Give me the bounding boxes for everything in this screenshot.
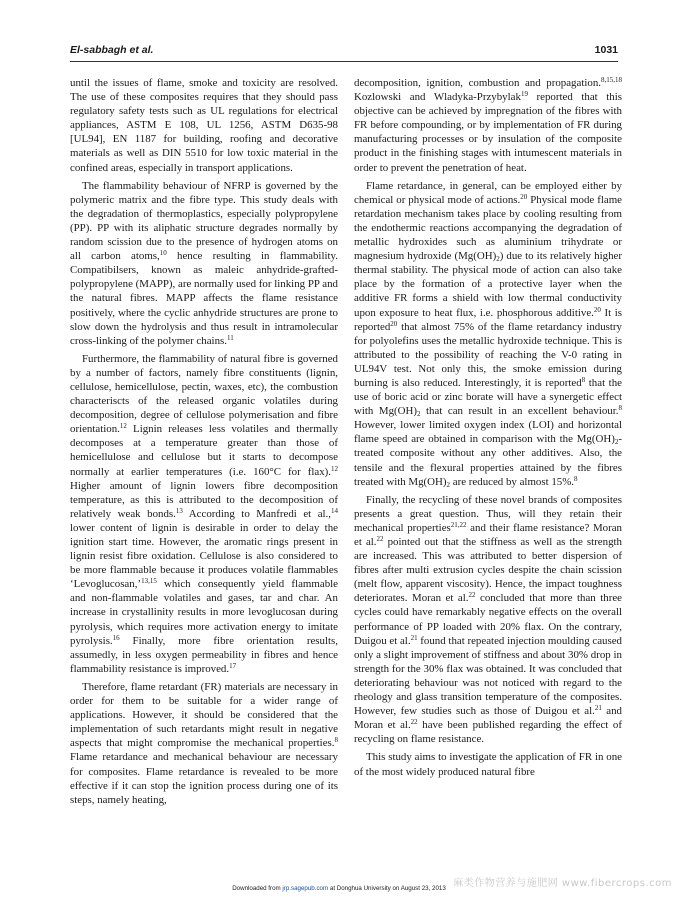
- paragraph: Flame retardance, in general, can be employed either by chemical or physical mode of actions.$^{20}$ Physical mode flame retardation mechanism takes place by cooling resulting from the endothermic reactions accompanying the degradation of metallic hydroxides such as aluminium trihydrate or magnesium hydroxide $(Mg(OH)_2)$ due to its relatively higher thermal stability. The physical mode of action can also take place by the formation of a protective layer when the additive FR forms a shield with low thermal conductivity upon exposure to heat flux, i.e. phosphorous additive.$^{20}$ It is reported$^{20}$ that almost 75% of the flame retardancy industry for polyolefins uses the metallic hydroxide technique. This is attributed to the possibility of reaching the V-0 rating in UL94V test. Not only this, the smoke emission during burning is also reduced. Interestingly, it is reported$^8$ that the use of boric acid or zinc borate will have a synergetic effect with $Mg(OH)_2$ that can result in an excellent behaviour.$^8$ However, lower limited oxygen index (LOI) and horizontal flame speed are obtained in comparison with the $Mg(OH)_2$-treated composite without any other additives. Also, the tensile and the flexural properties attained by the fibres treated with $Mg(OH)_2$ are reduced by almost 15%.$^8$: [354, 179, 623, 489]
- left-column: [70, 76, 338, 811]
- watermark: 麻类作物营养与施肥网 www.fibercrops.com: [453, 878, 672, 889]
- download-footer: Downloaded from jrp.sagepub.com at Donghua University on August 23, 2013: [232, 885, 446, 892]
- citation: 22: [376, 535, 384, 544]
- paragraph: Finally, the recycling of these novel brands of composites presents a great question. Thus, will they retain their mechanical properties$^{21,22}$ and their flame resistance? Moran et al.$^{22}$ pointed out that the stiffness as well as the strength are increased. This was attributed to better dispersion of fibres after multi extrusion cycles despite the chain scission (melt flow, apparent viscosity). Hence, the impact toughness deteriorates. Moran et al.$^{22}$ concluded that more than three cycles could have remarkably negative effects on the overall performance of PP loaded with 20% flax. On the contrary, Duigou et al.$^{21}$ found that repeated injection moulding caused only a slight improvement of stiffness and about 30% drop in strength for the 30% flax was obtained. It was concluded that deteriorating behaviour was not noticed with regard to the rheology and glass transition temperature of the composites. However, few studies such as those of Duigou et al.$^{21}$ and Moran et al.$^{22}$ have been published regarding the effect of recycling on flame resistance.: [354, 493, 623, 746]
- citation: 8: [581, 376, 586, 385]
- paragraph: This study aims to investigate the application of FR in one of the most widely produced natural fibre: [354, 751, 622, 778]
- subscript: 2: [417, 409, 421, 418]
- citation: 19: [520, 90, 528, 99]
- page-number: 1031: [594, 44, 618, 56]
- citation: 16: [112, 633, 120, 642]
- citation: 8: [334, 736, 338, 745]
- citation: 20: [520, 192, 528, 201]
- paragraph: until the issues of flame, smoke and toxicity are resolved. The use of these composites requires that they should pass regulatory safety tests such as UL regulations for electrical appliances, ASTM E 108, UL 1256, ASTM D635-98 [UL94], EN 1187 for building, roofing and decorative materials as well as DIN 5510 for low toxic material in the confined areas, especially in transport applications.: [70, 77, 338, 174]
- citation: 14: [331, 506, 338, 515]
- citation: 21,22: [450, 521, 467, 530]
- citation: 22: [410, 718, 418, 727]
- paragraph: decomposition, ignition, combustion and propagation.$^{8,15,18}$ Kozlowski and Wladyka-Przybylak$^{19}$ reported that this objective can be achieved by impregnation of the fibres with FR before compounding, or by implementation of FR during manufacturing processes or by insulation of the composite product in the finishing stages with intumescent materials in order to prevent the penetration of heat.: [354, 76, 622, 174]
- citation: 10: [159, 249, 167, 258]
- citation: 21: [594, 704, 602, 713]
- journal-link[interactable]: jrp.sagepub.com: [282, 885, 329, 892]
- citation: 21: [410, 633, 418, 642]
- paragraph: Therefore, flame retardant (FR) materials are necessary in order for them to be suitable for a wider range of applications. However, it should be considered that the implementation of such retardants might result in negative aspects that might compromise the mechanical properties.$^8$ Flame retardance and mechanical behaviour are necessary for composites. Flame retardance is revealed to be more effective if it can stop the ignition process during one of its steps, namely heating,: [70, 680, 338, 806]
- citation: 22: [468, 591, 476, 600]
- running-head-authors: El-sabbagh et al.: [70, 44, 154, 56]
- citation: 8: [618, 404, 622, 413]
- subscript: 2: [614, 438, 619, 447]
- running-header: [70, 44, 618, 56]
- citation: 13: [175, 506, 183, 515]
- citation: 8,15,18: [601, 76, 622, 85]
- citation: 17: [229, 662, 237, 670]
- citation: 12: [331, 464, 338, 473]
- citation: 20: [390, 319, 398, 328]
- citation: 13,15: [141, 577, 157, 586]
- citation: 12: [119, 422, 127, 431]
- citation: 8: [574, 474, 578, 483]
- right-column: [354, 76, 622, 783]
- subscript: 2: [496, 254, 500, 263]
- subscript: 2: [446, 480, 451, 489]
- paragraph: Furthermore, the flammability of natural fibre is governed by a number of factors, namely fibre constituents (lignin, cellulose, hemicellulose, pectin, waxes, etc), the combustion characteriscts of the released organic volatiles during decomposition, degree of cellulose polymerisation and fibre orientation.$^{12}$ Lignin releases less volatiles and thermally decomposes at a temperature greater than those of hemicellulose and cellulose but it starts to decompose normally at earlier temperatures (i.e. 160°C for flax).$^{12}$ Higher amount of lignin lowers fibre decomposition temperature, as this is attributed to the decomposition of relatively weak bonds.$^{13}$ According to Manfredi et al.,$^{14}$ lower content of lignin is desirable in order to delay the ignition start time. However, the aromatic rings present in lignin resist fibre oxidation. Cellulose is also considered to be more flammable because it produces volatile flammables ‘Levoglucosan,’$^{13,15}$ which consequently yield flammable and non-flammable volatiles and gases, tar and char. An increase in crystallinity results in more levoglucosan during pyrolysis, which requires more activation energy to imitate pyrolysis.$^{16}$ Finally, more fibre orientation results, assumedly, in less oxygen permeability in fibres and hence flammability resistance is improved.$^{17}$: [70, 352, 338, 675]
- header-rule: [70, 61, 618, 62]
- citation: 11: [226, 333, 234, 342]
- paragraph: The flammability behaviour of NFRP is governed by the polymeric matrix and the fibre type. This study deals with the degradation of thermoplastics, especially polypropylene (PP). PP with its aliphatic structure degrades normally by random scission due to the presence of hydrogen atoms on all carbon atoms,$^{10}$ hence resulting in flammability. Compatibilsers, known as maleic anhydride-grafted-polypropylene (MAPP), are normally used for linking PP and the natural fibres. MAPP affects the flame resistance positively, where the cyclic anhydride structures are prone to slow down the hydrolysis and thus result in intramolecular cross-linking of the polymer chains.$^{11}$: [70, 179, 338, 347]
- citation: 20: [593, 305, 601, 314]
